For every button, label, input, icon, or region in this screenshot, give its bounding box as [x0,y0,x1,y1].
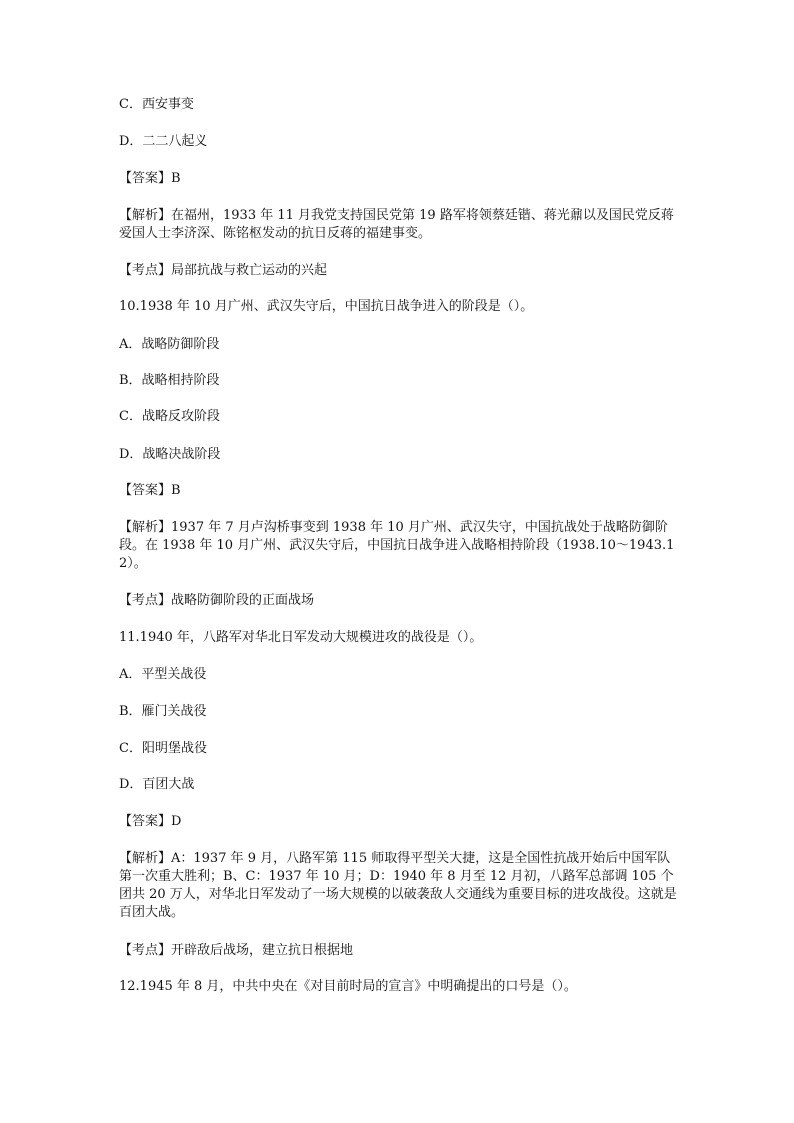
option-a-q11: A．平型关战役 [119,667,207,682]
option-b-q11: B．雁门关战役 [119,704,207,719]
analysis-q10: 【解析】1937 年 7 月卢沟桥事变到 1938 年 10 月广州、武汉失守，中国抗战处于战略防御阶段。在 1938 年 10 月广州、武汉失守后，中国抗日战争进入战略相持阶段（1938.10～1943.12）。 [119,520,675,571]
option-c-q11: C．阳明堡战役 [119,741,207,756]
answer-q9: 【答案】B [119,171,181,186]
option-b-q10: B．战略相持阶段 [119,373,220,388]
option-d-q10: D．战略决战阶段 [119,447,221,462]
topic-q9: 【考点】局部抗战与救亡运动的兴起 [119,263,328,278]
question-11: 11.1940 年，八路军对华北日军发动大规模进攻的战役是（）。 [119,630,483,645]
analysis-q11: 【解析】A：1937 年 9 月，八路军第 115 师取得平型关大捷，这是全国性抗战开始后中国军队第一次重大胜利；B、C：1937 年 10 月；D：1940 年 8 月至 12 月初，八路军总部调 105 个团共 20 万人，对华北日军发动了一场大规模的以破袭敌人交通线为重要目标的进攻战役。这就是百团大战。 [119,851,677,920]
answer-q10: 【答案】B [119,483,181,498]
option-c-q9: C．西安事变 [119,97,194,112]
option-a-q10: A．战略防御阶段 [119,337,220,352]
answer-q11: 【答案】D [119,814,182,829]
topic-q10: 【考点】战略防御阶段的正面战场 [119,593,315,608]
question-10: 10.1938 年 10 月广州、武汉失守后，中国抗日战争进入的阶段是（）。 [119,299,534,314]
question-12: 12.1945 年 8 月，中共中央在《对目前时局的宣言》中明确提出的口号是（）。 [119,979,577,994]
option-c-q10: C．战略反攻阶段 [119,409,220,424]
option-d-q11: D．百团大战 [119,777,195,792]
topic-q11: 【考点】开辟敌后战场，建立抗日根据地 [119,943,354,958]
analysis-q9: 【解析】在福州，1933 年 11 月我党支持国民党第 19 路军将领蔡廷锴、蒋光鼐以及国民党反蒋爱国人士李济深、陈铭枢发动的抗日反蒋的福建事变。 [119,208,674,241]
option-d-q9: D．二二八起义 [119,134,208,149]
